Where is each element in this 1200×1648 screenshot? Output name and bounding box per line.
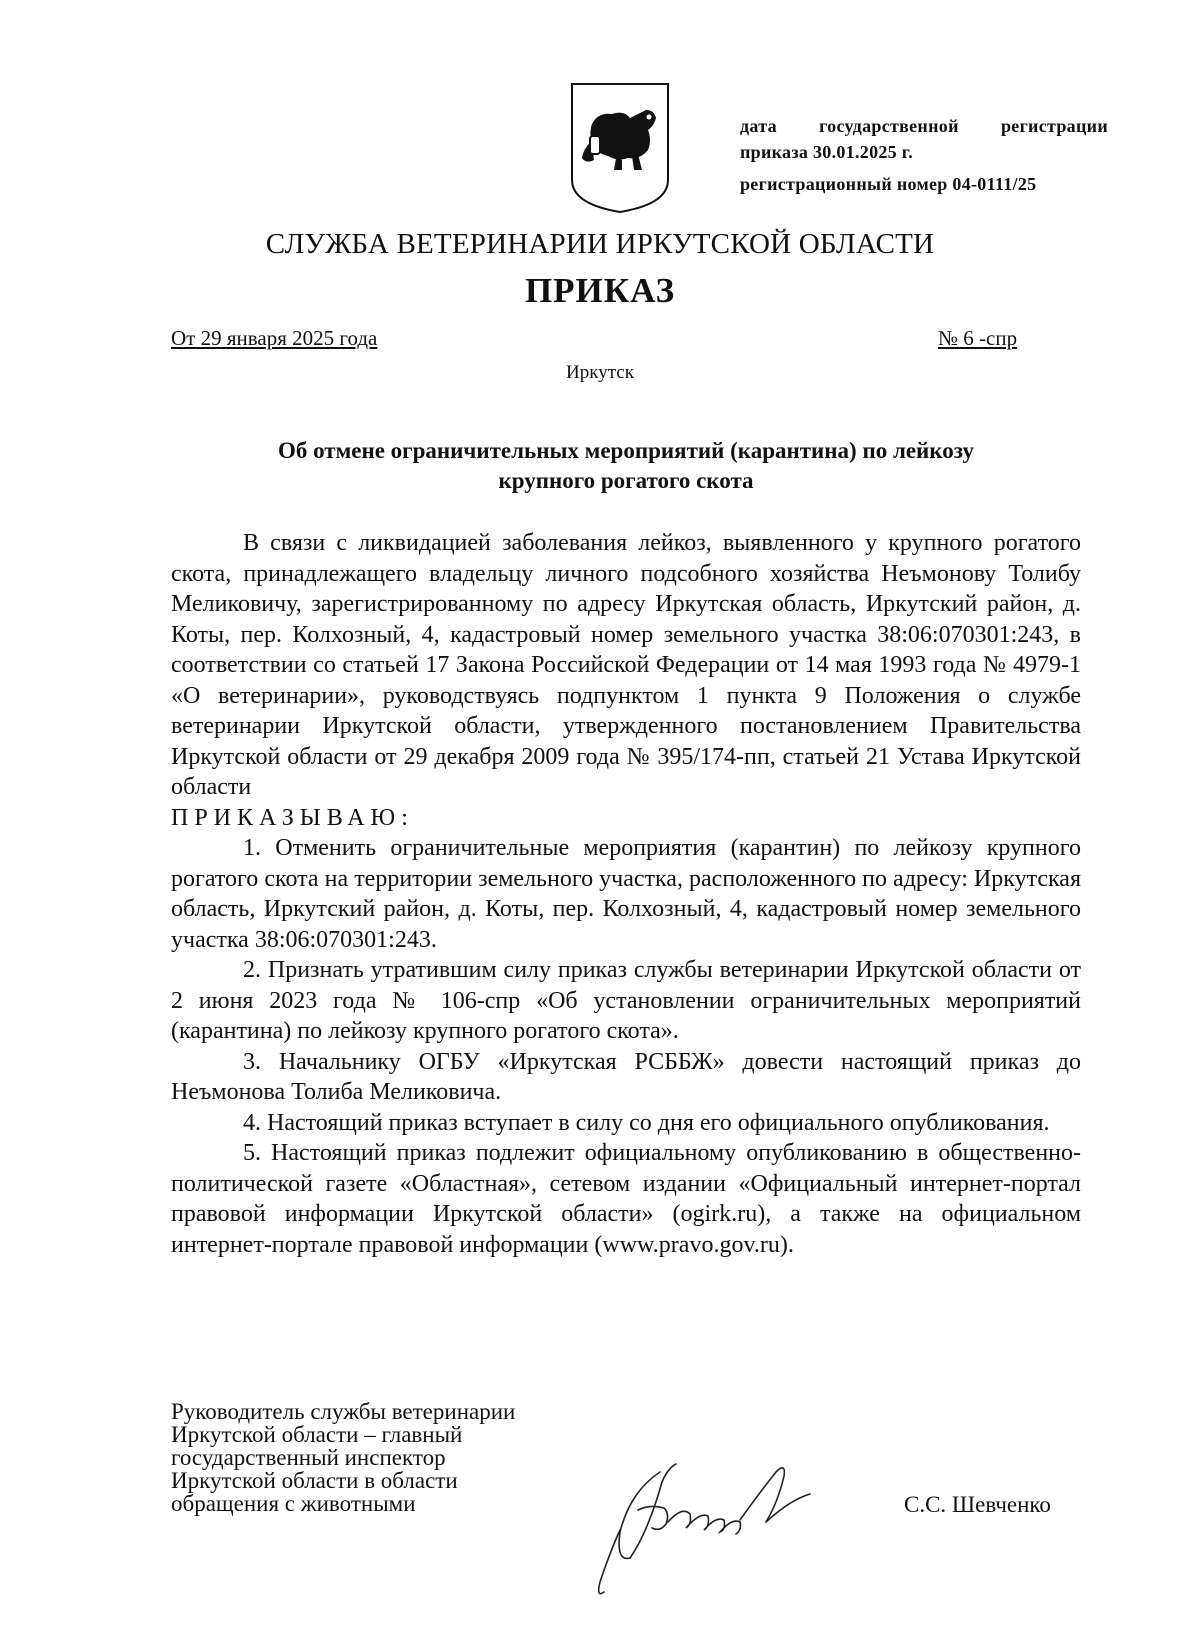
document-body <box>171 528 1081 1260</box>
order-keyword: ПРИКАЗЫВАЮ: <box>171 804 414 831</box>
document-number: № 6 -спр <box>938 326 1018 350</box>
order-item-2: 2. Признать утратившим силу приказ службы ветеринарии Иркутской области от 2 июня 2023 года № 106-спр «Об установлении ограничительных мероприятий (карантина) по лейкозу крупного рогатого скота». <box>171 957 1081 1044</box>
document-type: ПРИКАЗ <box>524 271 676 310</box>
order-item-1: 1. Отменить ограничительные мероприятия (карантин) по лейкозу крупного рогатого скота на территории земельного участка, расположенного по адресу: Иркутская область, Иркутский район, д. Коты, пер. Колхозный, 4, кадастровый номер земельного участка 38:06:070301:243. <box>171 835 1081 953</box>
order-item-5: 5. Настоящий приказ подлежит официальному опубликованию в общественно-политической газете «Областная», сетевом издании «Официальный интернет-портал правовой информации Иркутской области» (ogirk.ru), а также на официальном интернет-портале правовой информации (www.pravo.gov.ru). <box>171 1140 1081 1258</box>
signer-position-line: Иркутской области в области <box>171 1468 458 1493</box>
registration-order-date: приказа 30.01.2025 г. <box>740 142 914 162</box>
agency-name: СЛУЖБА ВЕТЕРИНАРИИ ИРКУТСКОЙ ОБЛАСТИ <box>265 228 935 260</box>
title-line-1: Об отмене ограничительных мероприятий (карантина) по лейкозу <box>277 438 975 463</box>
order-item-3: 3. Начальнику ОГБУ «Иркутская РСББЖ» довести настоящий приказ до Неъмонова Толиба Меликовича. <box>171 1048 1081 1105</box>
preamble-paragraph: В связи с ликвидацией заболевания лейкоз, выявленного у крупного рогатого скота, принадлежащего владельцу личного подсобного хозяйства Неъмонову Толибу Меликовичу, зарегистрированному по адресу Иркутская область, Иркутский район, д. Коты, пер. Колхозный, 4, кадастровый номер земельного участка 38:06:070301:243, в соответствии со статьей 17 Закона Российской Федерации от 14 мая 1993 года № 4979-1 «О ветеринарии», руководствуясь подпунктом 1 пункта 9 Положения о службе ветеринарии Иркутской области, утвержденного постановлением Правительства Иркутской области от 29 декабря 2009 года № 395/174-пп, статьей 21 Устава Иркутской области <box>171 530 1081 800</box>
signer-position-line: Руководитель службы ветеринарии <box>171 1399 516 1424</box>
coat-of-arms-emblem <box>568 80 672 216</box>
signer-position-line: государственный инспектор <box>171 1445 446 1470</box>
document-date: От 29 января 2025 года <box>171 326 378 350</box>
document-title <box>171 436 1081 496</box>
document-city: Иркутск <box>566 362 634 383</box>
order-item-4: 4. Настоящий приказ вступает в силу со дня его официального опубликования. <box>243 1109 1050 1136</box>
title-line-2: крупного рогатого скота <box>498 468 754 493</box>
registration-number: регистрационный номер 04-0111/25 <box>740 174 1037 194</box>
registration-date-label: дата государственной регистрации <box>740 116 1108 136</box>
signer-position-line: обращения с животными <box>171 1491 416 1516</box>
handwritten-signature <box>590 1412 840 1607</box>
signer-name: С.С. Шевченко <box>904 1492 1051 1517</box>
signer-position <box>171 1400 515 1515</box>
signer-position-line: Иркутской области – главный <box>171 1422 463 1447</box>
